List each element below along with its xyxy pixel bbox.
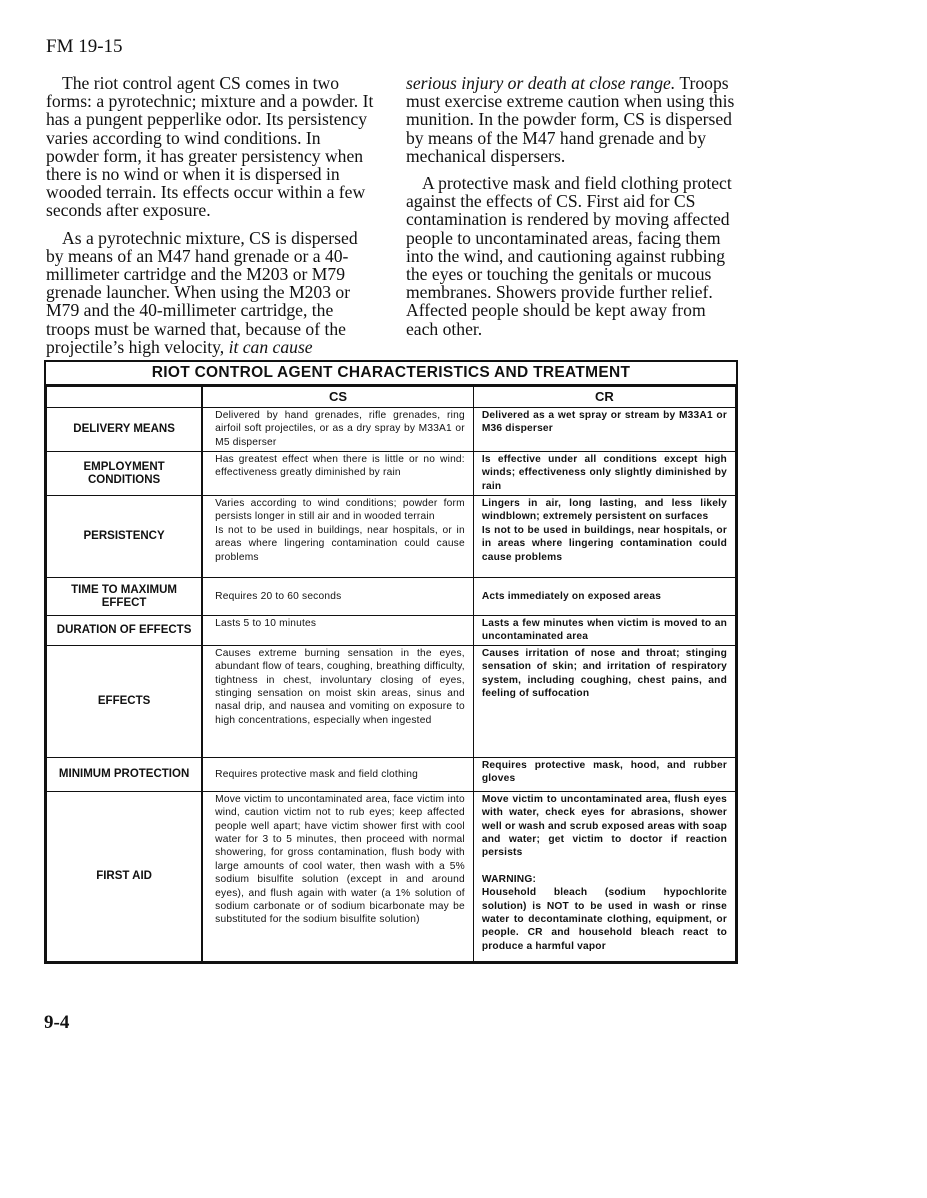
cs-cell: Causes extreme burning sensation in the eyes, abundant flow of tears, coughing, breathing difficulty, tightness in chest, involuntary closing of eyes, stinging sensation on moist skin areas, sinus and nasal drip, and nausea and vomiting on exposure to high concentrations, especially when ingested (202, 645, 473, 757)
row-label: DURATION OF EFFECTS (47, 616, 203, 646)
cr-text: Move victim to uncontaminated area, flush eyes with water, check eyes for abrasions, shower well or wash and scrub exposed areas with soap and water; get victim to doctor if reaction persists (481, 793, 727, 859)
row-label: DELIVERY MEANS (47, 408, 203, 452)
riot-control-table (44, 360, 738, 964)
row-label: EMPLOYMENT CONDITIONS (47, 452, 203, 496)
cr-cell: Causes irritation of nose and throat; stinging sensation of skin; and irritation of respiratory system, including coughing, chest pains, and feeling of suffocation (473, 645, 735, 757)
column-header-cr: CR (473, 387, 735, 408)
left-column (46, 74, 376, 365)
left-paragraph-1: The riot control agent CS comes in two forms: a pyrotechnic; mixture and a powder. It has a pungent pepperlike odor. Its persistency varies according to wind conditions. In powder form, it has greater persistency when there is no wind or when it is dispersed in wooded terrain. Its effects occur within a few seconds after exposure. (46, 73, 374, 221)
row-label: MINIMUM PROTECTION (47, 757, 203, 791)
cr-text-2: Is not to be used in buildings, near hospitals, or in areas where lingering contamination could cause problems (481, 524, 727, 563)
cs-cell: Move victim to uncontaminated area, face victim into wind, caution victim not to rub eyes; keep affected people well apart; have victim shower first with cool water for 3 to 5 minutes, then proceed with normal showering, for gross contamination, flush body with large amounts of cool water, then wash with a 5% sodium bisulfite solution (except in and around eyes), and flush again with water (a 1% solution of sodium carbonate or of sodium bicarbonate may be substituted for the sodium bisulfite solution) (202, 791, 473, 961)
cs-text-2: Is not to be used in buildings, near hospitals, or in areas where lingering contamination could cause problems (215, 524, 465, 563)
cr-cell (473, 791, 735, 961)
row-label: FIRST AID (47, 791, 203, 961)
row-label: TIME TO MAXIMUM EFFECT (47, 578, 203, 616)
cr-cell: Requires protective mask, hood, and rubber gloves (473, 757, 735, 791)
cs-cell: Requires 20 to 60 seconds (202, 578, 473, 616)
right-paragraph-1: serious injury or death at close range. Troops must exercise extreme caution when using this munition. In the powder form, CS is dispersed by means of the M47 hand grenade and by mechanical dispersers. (406, 73, 735, 166)
right-column (406, 74, 740, 347)
table-row (47, 757, 736, 791)
left-paragraph-2: As a pyrotechnic mixture, CS is dispersed by means of an M47 hand grenade or a 40-millimeter cartridge and the M203 or M79 grenade launcher. When using the M203 or M79 and the 40-millimeter cartridge, the troops must be warned that, because of the projectile’s high velocity, it can cause (46, 227, 358, 357)
running-head: FM 19-15 (46, 36, 123, 57)
cs-cell (202, 496, 473, 578)
right-italic-head: serious injury or death at close range. (406, 73, 676, 93)
column-header-cs: CS (202, 387, 473, 408)
cr-cell: Acts immediately on exposed areas (473, 578, 735, 616)
header-blank (47, 387, 203, 408)
row-label: PERSISTENCY (47, 496, 203, 578)
cr-cell (473, 496, 735, 578)
warning-label: WARNING: (481, 873, 537, 885)
warning-text: Household bleach (sodium hypochlorite solution) is NOT to be used in wash or rinse water to decontaminate clothing, equipment, or people. CR and household bleach react to produce a harmful vapor (481, 887, 727, 952)
table-row (47, 496, 736, 578)
cr-cell: Delivered as a wet spray or stream by M33A1 or M36 disperser (473, 408, 735, 452)
cs-text: Varies according to wind conditions; powder form persists longer in still air and in wooded terrain (215, 498, 465, 523)
cr-text: Lingers in air, long lasting, and less likely windblown; extremely persistent on surfaces (481, 498, 727, 523)
right-paragraph-2: A protective mask and field clothing protect against the effects of CS. First aid for CS contamination is rendered by moving affected people to uncontaminated areas, facing them into the wind, and cautioning against rubbing the eyes or touching the genitals or mucous membranes. Showers provide further relief. Affected people should be kept away from each other. (406, 173, 732, 339)
page-number: 9-4 (44, 1012, 70, 1033)
table-row (47, 578, 736, 616)
cs-cell: Requires protective mask and field clothing (202, 757, 473, 791)
table-row (47, 616, 736, 646)
cs-cell: Has greatest effect when there is little or no wind: effectiveness greatly diminished by rain (202, 452, 473, 496)
row-label: EFFECTS (47, 645, 203, 757)
table-row (47, 645, 736, 757)
cr-cell: Is effective under all conditions except high winds; effectiveness only slightly diminished by rain (473, 452, 735, 496)
cs-cell: Delivered by hand grenades, rifle grenades, ring airfoil soft projectiles, or as a dry spray by M33A1 or M5 disperser (202, 408, 473, 452)
left-italic-tail: it can cause (228, 336, 313, 357)
cs-cell: Lasts 5 to 10 minutes (202, 616, 473, 646)
table-row (47, 452, 736, 496)
table-title: RIOT CONTROL AGENT CHARACTERISTICS AND TREATMENT (46, 362, 736, 386)
table-row (47, 408, 736, 452)
cr-cell: Lasts a few minutes when victim is moved to an uncontaminated area (473, 616, 735, 646)
table-row (47, 791, 736, 961)
